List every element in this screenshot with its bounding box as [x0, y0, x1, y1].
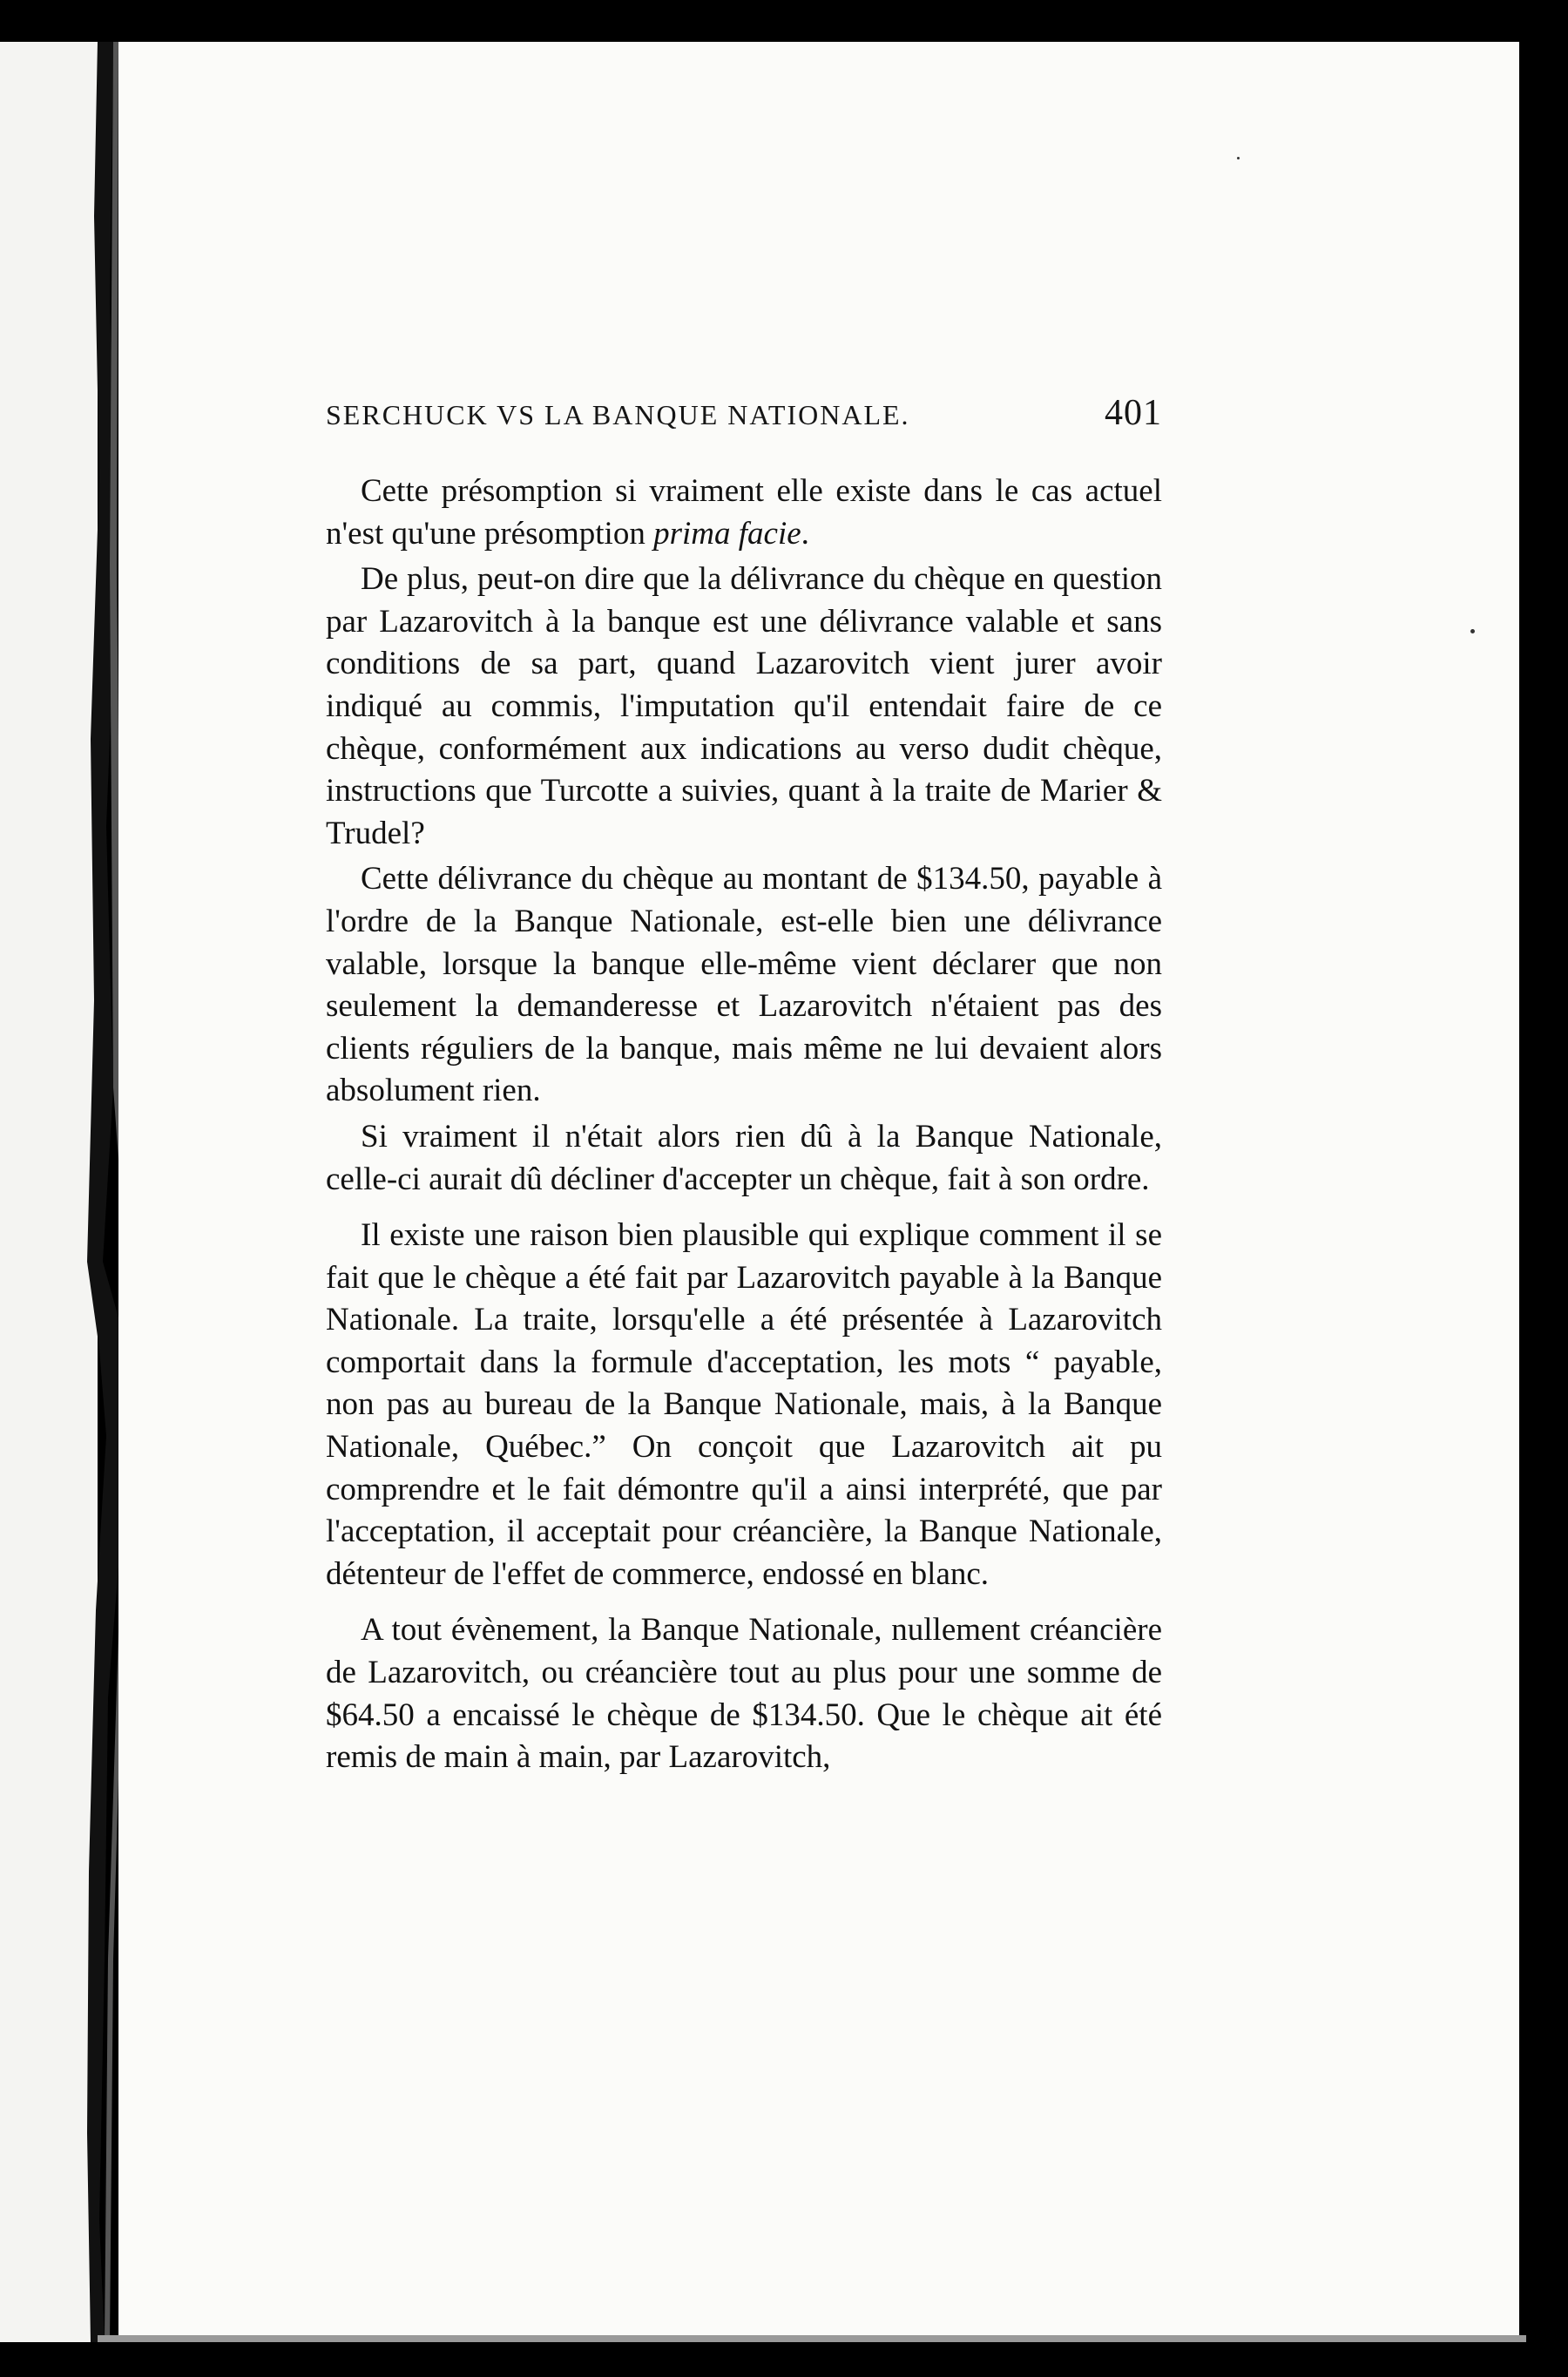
paragraph-text: Cette présomption si vraiment elle existe dans le cas actuel n'est qu'une présomption [326, 473, 1162, 552]
paragraph [326, 471, 1162, 555]
paragraph: Il existe une raison bien plausible qui explique comment il se fait que le chèque a été fait par Lazarovitch payable à la Banque Nationale. La traite, lorsqu'elle a été présentée à Lazarovitch comportait dans la formule d'acceptation, les mots “ payable, non pas au bureau de la Banque Nationale, mais, à la Banque Nationale, Québec.” On conçoit que Lazarovitch ait pu comprendre et le fait démontre qu'il a ainsi interprété, que par l'acceptation, il acceptait pour créancière, la Banque Nationale, détenteur de l'effet de commerce, endossé en blanc. [326, 1217, 1162, 1592]
paragraph-text: . [801, 515, 809, 552]
scan-speck [1237, 157, 1240, 159]
paragraph: De plus, peut-on dire que la délivrance du chèque en question par Lazarovitch à la banque est une délivrance valable et sans conditions de sa part, quand Lazarovitch vient jurer avoir indiqué au commis, l'imputation qu'il entendait faire de ce chèque, conformément aux indications au verso dudit chèque, instructions que Turcotte a suivies, quant à la traite de Marier & Trudel? [326, 561, 1162, 851]
scan-bottom-border [0, 2342, 1568, 2377]
paragraph: A tout évènement, la Banque Nationale, nullement créancière de Lazarovitch, ou créancière tout au plus pour une somme de $64.50 a encaissé le chèque de $134.50. Que le chèque ait été remis de main à main, par Lazarovitch, [326, 1612, 1162, 1776]
body-text [326, 471, 1162, 1779]
scan-right-border [1519, 42, 1568, 2377]
italic-phrase: prima facie [653, 515, 801, 552]
scan-top-border [0, 0, 1568, 42]
running-head-title: SERCHUCK VS LA BANQUE NATIONALE. [326, 399, 910, 430]
paragraph: Cette délivrance du chèque au montant de $134.50, payable à l'ordre de la Banque Nationale, est-elle bien une délivrance valable, lorsque la banque elle-même vient déclarer que non seulement la demanderesse et Lazarovitch n'étaient pas des clients réguliers de la banque, mais même ne lui devaient alors absolument rien. [326, 861, 1162, 1109]
paragraph: Si vraiment il n'était alors rien dû à la Banque Nationale, celle-ci aurait dû décliner d'accepter un chèque, fait à son ordre. [326, 1118, 1162, 1197]
running-head [326, 392, 1162, 444]
scan-speck [1470, 629, 1475, 633]
page-number: 401 [1105, 393, 1162, 433]
